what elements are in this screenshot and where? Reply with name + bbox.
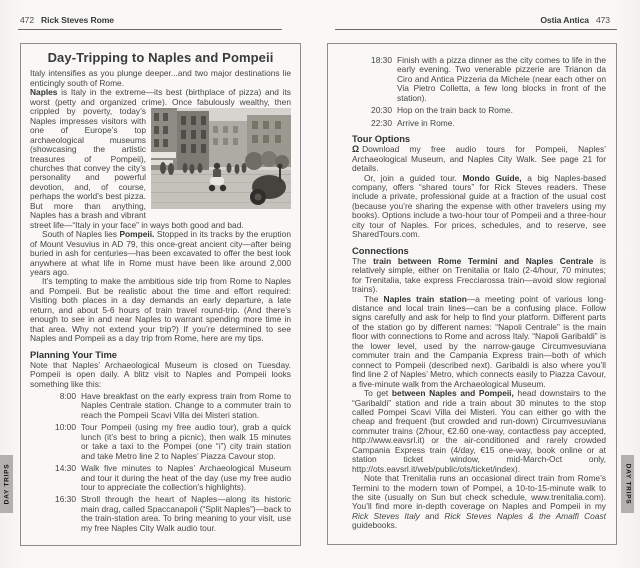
schedule-desc: Arrive in Rome. [397, 117, 455, 128]
header-rule-right [335, 29, 617, 30]
section-title: Ostia Antica [540, 15, 589, 25]
schedule-item [30, 495, 291, 533]
book-title: Rick Steves Rome [41, 15, 114, 25]
schedule-desc: Hop on the train back to Rome. [397, 105, 513, 116]
schedule-desc: Have breakfast on the early express train from Rome to Naples Centrale station. Change to a commuter train to reach the Pompeii Scavi Villa dei Misteri station. [81, 390, 291, 420]
guided-tour-paragraph: Or, join a guided tour. Mondo Guide, a big Naples-based company, offers “shared tours” for Rick Steves readers. These include a private, professional guide at a fraction of the usual cost (because you’re sharing the expense with other travelers using my books). Options include a two-hour tour of Pompeii and a three-hour city tour of Naples. For prices, schedules, and to reserve, see SharedTours.com. [352, 172, 606, 240]
page-number-right: 473 [595, 15, 610, 25]
schedule-time: 10:00 [55, 422, 76, 433]
naples-paragraph [30, 88, 291, 230]
page-number-left: 472 [20, 15, 35, 25]
intro-paragraph: Italy intensifies as you plunge deeper...and two major destinations lie enticingly south of Rome. [30, 68, 291, 88]
audio-tours-paragraph [352, 145, 606, 173]
schedule-desc: Tour Pompeii (using my free audio tour), grab a quick lunch (it’s best to bring a picnic), then walk 15 minutes or take a taxi to the Pompei (one “i”) city train station and take Metro line 2 to Naples’ Piazza Cavour stop. [81, 422, 291, 461]
naples-paragraph-lead: Naples is Italy in the extreme—its best (birthplace of pizza) and its worst (petty and organized crime). Once fabulously [30, 87, 291, 107]
schedule-item [30, 464, 291, 492]
planning-your-time-heading: Planning Your Time [30, 348, 117, 360]
connections-paragraph: The Naples train station—a meeting point of various long-distance and local train lines—can be a confusing place. Follow signs carefully and ask for help to find your platform. Different parts of the station go by different names: “Napoli Centrale” is the main floor with connections to Rome and across Italy. “Napoli Garibaldi” is the lower level, used by the narrow-gauge Circumvesuviana commuter train and the Campania Express train—both of which connect to Pompeii (described next). Garibaldi is also where you’ll find line 2 of Naples’ Metro, which connects easily to Piazza Cavour, a five-minute walk from the Archaeological Museum. [352, 293, 606, 389]
schedule-time: 22:30 [371, 117, 392, 128]
schedule-item [352, 106, 606, 115]
connections-paragraph: Note that Trenitalia runs an occasional direct train from Rome’s Termini to the modern town of Pompei, a 10-to-15-minute walk to the site (usually on Sun but check schedule, www.trenitalia.com). You’ll find more in-depth coverage on Naples and Pompeii in my Rick Steves Italy and Rick Steves Naples & the Amalfi Coast guidebooks. [352, 473, 606, 531]
schedule-desc: Walk five minutes to Naples’ Archaeological Museum and tour it during the heat of the day (use my free audio tour to appreciate the collection’s highlights). [81, 463, 291, 493]
day-trips-tab-left [0, 455, 13, 513]
audio-tour-icon: Ω [352, 144, 360, 155]
audio-tours-text: Download my free audio tours for Pompeii, Naples’ Archaeological Museum, and Naples City Walk. See page 21 for details. [352, 144, 606, 174]
schedule-time: 16:30 [55, 494, 76, 505]
schedule-item [30, 392, 291, 420]
day-trips-tab-label: DAY TRIPS [624, 463, 631, 505]
page-header-right [540, 15, 610, 25]
schedule-item [352, 56, 606, 103]
header-rule-left [18, 29, 282, 30]
planning-intro-paragraph: Note that Naples’ Archaeological Museum is closed on Tuesday. Pompeii is open daily. A blitz visit to Naples and Pompeii looks something like this: [30, 359, 291, 389]
sidebar-box-right [327, 43, 617, 545]
schedule-time: 14:30 [55, 463, 76, 474]
day-trips-tab-label: DAY TRIPS [3, 463, 10, 505]
schedule-time: 20:30 [371, 105, 392, 116]
page-header-left [20, 15, 114, 25]
connections-paragraph: To get between Naples and Pompeii, head downstairs to the “Garibaldi” station and ride a train about 30 minutes to the stop called Pompei Scavi Villa dei Misteri. You can either go with the cheap and frequent (but crowded and run-down) Circumvesuviana commuter trains (2/hour, €2.60 one-way, contactless pay accepted, http://www.eavsrl.it) or the air-conditioned and rarely crowded Campania Express train (4/day, €15 one-way, book online or at station ticket window, mid-March-Oct only, http://ots.eavsrl.it/web/public/ots/ticket/index). [352, 388, 606, 474]
tour-options-heading: Tour Options [352, 133, 411, 145]
schedule-item [352, 119, 606, 128]
pompeii-paragraph: South of Naples lies Pompeii. Stopped in its tracks by the eruption of Mount Vesuvius in AD 79, this once-great ancient city—after being buried in ash for centuries—has been excavated to offer the best look anywhere at what life in Rome must have been like around 2,000 years ago. [30, 229, 291, 277]
schedule-desc: Finish with a pizza dinner as the city comes to life in the early evening. Two venerable pizzerie are Trianon da Ciro and Antica Pizzeria da Michele (near each other on Via Pietro Colletta, a few long blocks in front of the station). [397, 55, 606, 103]
naples-paragraph-wrap: wealthy, then crippled by poverty, today’s Naples impresses visitors with one of Europe’s top archaeological museums (showcasing the artistic treasures of Pompeii), churches that convey the city’s personality and powerful devotion, and, of course, perhaps the world’s best pizza. But more than anything, Naples has a brash and vibrant street life—“Italy in your face” in ways both good and bad. [30, 96, 291, 230]
schedule-time: 18:30 [371, 55, 392, 65]
connections-heading: Connections [352, 244, 409, 256]
sidebar-box-left [20, 43, 301, 546]
naples-street-photo [151, 108, 291, 209]
schedule-time: 8:00 [59, 390, 76, 401]
schedule-item [30, 423, 291, 461]
schedule-desc: Stroll through the heart of Naples—along its historic main drag, called Spaccanapoli (“Split Naples”)—back to the train-station area. To bring meaning to your visit, use my free Naples City Walk audio tour. [81, 494, 291, 533]
day-trips-tab-right [621, 455, 634, 513]
sidebar-title: Day-Tripping to Naples and Pompeii [47, 50, 274, 65]
tempting-paragraph: It’s tempting to make the ambitious side trip from Rome to Naples and Pompeii. But be realistic about the time and effort required: Visiting both places in a day demands an early departure, a late return, and about 5-6 hours of train travel round-trip. (And there’s enough to see in and near Naples to warrant spending more time in that area. Why not extend your trip?) If you’re determined to see Naples and Pompeii as a day trip from Rome, here are my tips. [30, 276, 291, 344]
connections-paragraph: The train between Rome Termini and Naples Centrale is relatively simple, either on Trenitalia or Italo (2-4/hour, 70 minutes; for Trenitalia, take express Frecciarossa train—avoid slow regional trains). [352, 255, 606, 295]
